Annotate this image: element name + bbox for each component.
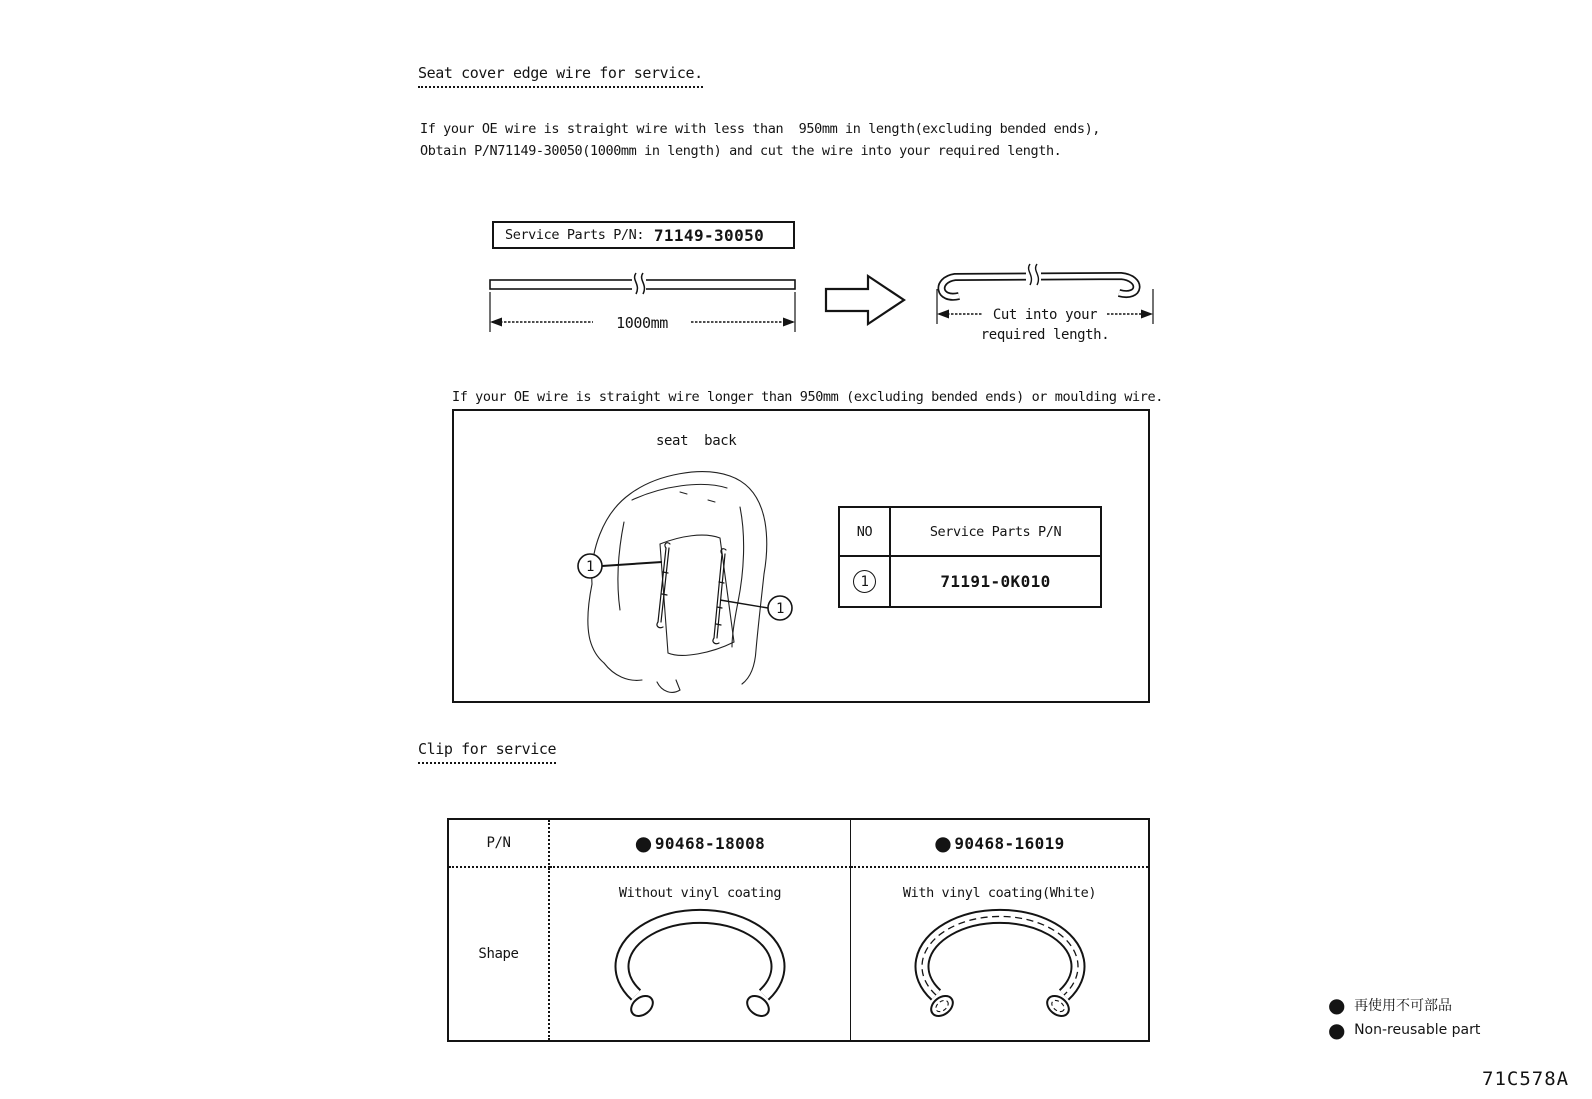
legend [1328,992,1480,1042]
arrowhead-left-icon [937,310,949,319]
straight-wire-diagram [478,268,808,340]
callout-number-right: 1 [775,601,785,617]
cut-caption-line-2: required length. [980,327,1110,343]
arrowhead-right-icon [1141,310,1153,319]
clip-pn-cell-1 [550,820,851,868]
arrowhead-left-icon [490,318,502,327]
legend-row-jp [1328,992,1480,1017]
non-reusable-bullet-icon: ● [1328,992,1346,1017]
clip-pn-cell-2 [851,820,1148,868]
wire-section-title: Seat cover edge wire for service. [418,64,703,88]
callout-leader-left [602,562,662,566]
clip-shape-cell-2 [851,868,1148,1040]
clip-pn-1: 90468-18008 [654,833,766,853]
clip-table-shape-label: Shape [449,868,550,1040]
seat-detail-marks [680,492,715,502]
seat-outline [592,472,730,584]
cut-wire-diagram [925,262,1165,357]
seat-back-illustration [562,452,812,700]
seat-outline [730,476,767,574]
clip-coating-caption-1: Without vinyl coating [618,885,782,901]
parts-table-row-no-cell [840,557,891,606]
clip-coating-caption-2: With vinyl coating(White) [902,885,1097,901]
wire-instruction-paragraph [420,118,1100,162]
clip-section-title: Clip for service [418,740,556,764]
seat-cover-panel [660,535,734,655]
service-parts-box [492,221,795,249]
instruction-line-1: If your OE wire is straight wire with less than 950mm in length(excluding bended ends), [420,121,1101,137]
clip-table [447,818,1150,1042]
clip-shape-cell-1 [550,868,851,1040]
parts-table-row-pn-cell: 71191-0K010 [940,572,1051,591]
seat-seam [732,507,744,647]
service-parts-table [838,506,1102,608]
clip-pn-2: 90468-16019 [954,833,1065,853]
seat-outline [657,680,680,692]
dimension-label: 1000mm [616,314,668,332]
seat-seam [618,522,624,610]
clip-table-pn-label: P/N [449,820,550,868]
non-reusable-bullet-icon: ● [934,831,952,855]
seat-outline [588,584,604,663]
transform-arrow-icon [822,272,910,330]
seat-outline [604,663,642,680]
instruction-line-2: Obtain P/N71149-30050(1000mm in length) and cut the wire into your required length. [420,143,1062,159]
arrowhead-right-icon [783,318,795,327]
service-parts-number: 71149-30050 [653,225,765,245]
seat-outline [742,574,764,684]
legend-text-jp: 再使用不可部品 [1354,997,1453,1014]
service-parts-label: Service Parts P/N: [505,227,652,243]
parts-table-header-pn: Service Parts P/N [891,508,1100,557]
legend-row-en [1328,1017,1480,1042]
non-reusable-bullet-icon: ● [634,831,652,855]
document-code: 71C578A [1482,1068,1570,1090]
clip-with-coating-drawing [900,903,1100,1031]
non-reusable-bullet-icon: ● [1328,1017,1346,1042]
edge-wire-right [714,554,725,638]
circled-number-icon: 1 [853,570,876,593]
seat-back-label: seat back [656,433,737,449]
parts-table-header-no: NO [840,508,891,557]
legend-text-en: Non-reusable part [1354,1021,1481,1038]
clip-without-coating-drawing [600,903,800,1031]
cut-caption-line-1: Cut into your [992,307,1098,323]
callout-number-left: 1 [585,559,595,575]
condition-longer-wire-text: If your OE wire is straight wire longer than 950mm (excluding bended ends) or moulding wire. [452,389,1163,405]
